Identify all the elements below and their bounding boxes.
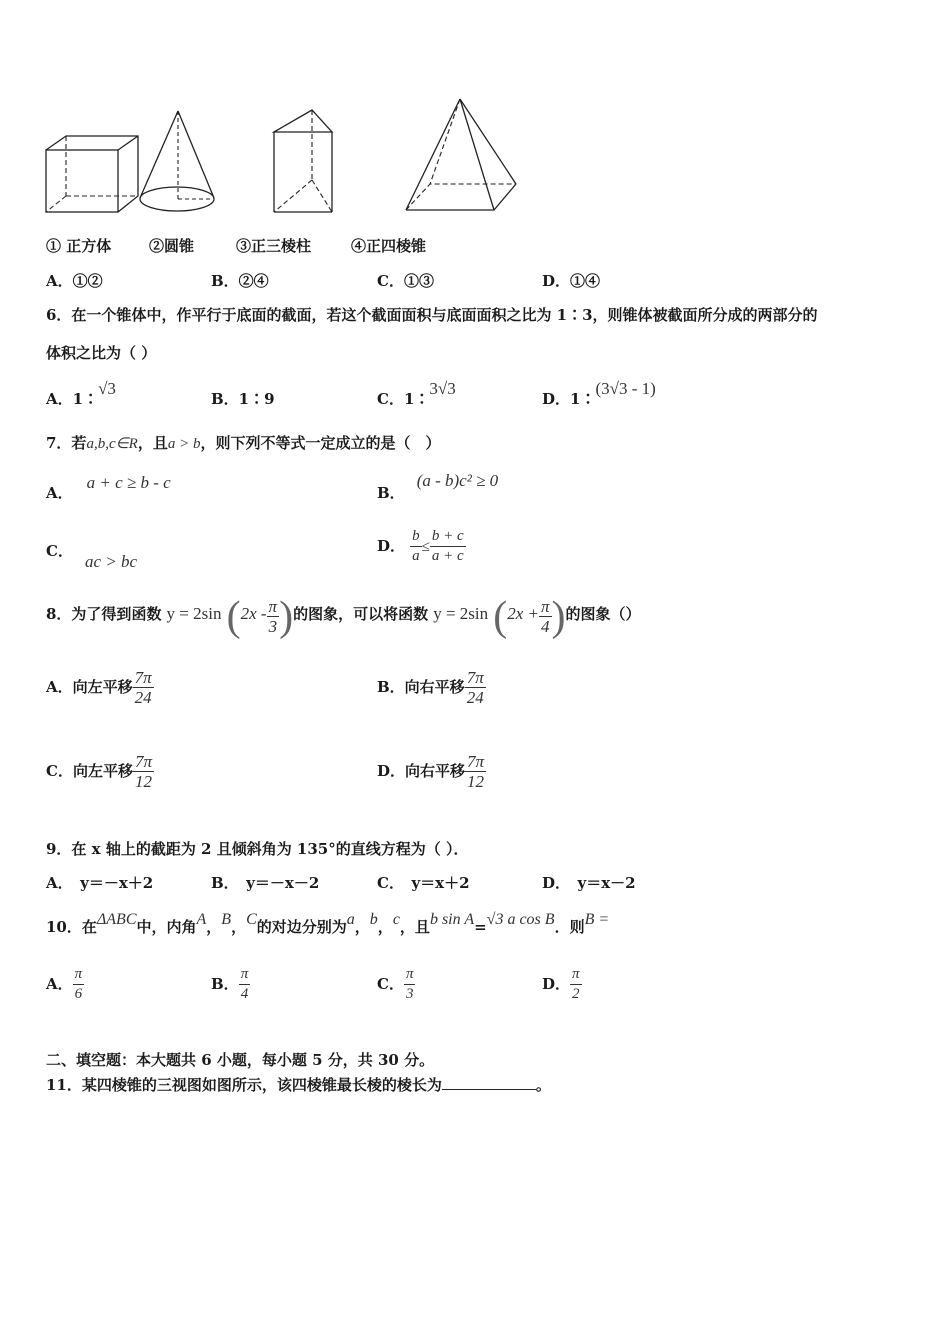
q7-prefix: 7．若 <box>46 434 87 452</box>
q6-option-d-math: (3√3 - 1) <box>595 379 656 398</box>
q8-prefix: 8．为了得到函数 <box>46 605 162 623</box>
q8-func2-den: 4 <box>541 617 550 636</box>
q8-a-num: 7π <box>134 668 152 687</box>
q11-stem <box>46 1074 551 1095</box>
q9-option-a[interactable]: A． y＝－x＋2 <box>46 874 154 892</box>
q8-func1-num: π <box>268 597 278 616</box>
q10-a-den: 6 <box>74 986 83 1002</box>
q10-comma2: ， <box>231 918 247 936</box>
q8-func2-pre: y = 2sin <box>433 604 489 623</box>
q8-option-b-label: B．向右平移 <box>377 678 465 696</box>
q8-func1-inner: 2x - <box>240 604 267 623</box>
q8-mid: 的图象，可以将函数 <box>293 605 429 623</box>
q10-comma4: ， <box>377 918 393 936</box>
q10-angle-a: A <box>196 911 207 928</box>
q10-option-c-frac <box>404 965 416 1004</box>
q8-option-a-label: A．向左平移 <box>46 678 133 696</box>
q10-t4: ．则 <box>554 918 585 936</box>
q8-option-b-frac <box>465 668 486 707</box>
q7-cond2: a > b <box>167 436 201 452</box>
q7-option-c-label: C． <box>46 542 73 560</box>
q6-stem-line1: 6．在一个锥体中，作平行于底面的截面，若这个截面面积与底面面积之比为 1∶3，则锥体被截面所分成的两部分的 <box>46 306 818 324</box>
q5-option-c[interactable]: C．①③ <box>377 272 434 290</box>
q10-c-den: 3 <box>405 986 414 1002</box>
q10-option-a-label: A． <box>46 975 73 993</box>
q6-stem-line2: 体积之比为（ ） <box>46 344 157 362</box>
q6-option-d-label: D．1∶ <box>542 390 596 408</box>
q9-option-b[interactable]: B． y＝－x－2 <box>211 874 320 892</box>
q10-b-num: π <box>239 965 251 985</box>
q8-b-den: 24 <box>466 688 484 707</box>
q9-option-d[interactable]: D． y＝x－2 <box>542 874 636 892</box>
figure-label-cube: ① 正方体 <box>46 237 112 255</box>
q8-func1-frac <box>267 597 280 636</box>
q8-func1-rparen: ) <box>279 594 294 640</box>
q7-d-rel: ≤ <box>421 539 430 555</box>
q8-a-den: 24 <box>134 688 152 707</box>
q8-option-d-label: D．向右平移 <box>377 762 466 780</box>
q8-func1-lparen: ( <box>226 594 241 640</box>
q7-option-d-frac1 <box>410 527 422 566</box>
q8-option-c-frac <box>133 752 154 791</box>
q10-option-d-label: D． <box>542 975 571 993</box>
square-pyramid-figure <box>402 96 520 216</box>
section2-heading: 二、填空题：本大题共 6 小题，每小题 5 分，共 30 分。 <box>46 1051 435 1069</box>
q10-ask: B = <box>584 911 610 928</box>
q7-cond1: a,b,c∈R <box>86 436 138 452</box>
q10-tri: ΔABC <box>96 911 137 928</box>
q8-d-num: 7π <box>467 752 485 771</box>
q8-b-num: 7π <box>466 668 484 687</box>
q8-func1-pre: y = 2sin <box>166 604 222 623</box>
figure-label-prism: ③正三棱柱 <box>236 237 312 255</box>
q10-d-num: π <box>570 965 582 985</box>
q8-func2-rparen: ) <box>551 594 566 640</box>
q10-option-b-frac <box>239 965 251 1004</box>
q10-b-den: 4 <box>240 986 249 1002</box>
q6-option-b[interactable]: B．1∶9 <box>211 390 275 408</box>
q10-option-a-frac <box>73 965 85 1004</box>
q11-end: 。 <box>535 1076 551 1094</box>
q7-option-a[interactable] <box>46 472 171 502</box>
q10-option-c-label: C． <box>377 975 404 993</box>
q7-option-b[interactable] <box>377 470 499 502</box>
triangular-prism-figure <box>270 106 336 216</box>
q7-option-d-label: D． <box>377 537 406 555</box>
q6-option-a[interactable] <box>46 378 116 408</box>
q8-option-b[interactable] <box>377 668 486 707</box>
q10-comma1: ， <box>206 918 222 936</box>
q10-angle-c: C <box>246 911 257 928</box>
q7-d-num1: b <box>410 527 422 547</box>
q9-option-c[interactable]: C． y＝x＋2 <box>377 874 470 892</box>
q7-d-den1: a <box>412 548 420 564</box>
q10-eq-sign: = <box>474 918 487 936</box>
q6-option-a-label: A．1∶ <box>46 390 99 408</box>
q10-option-d[interactable] <box>542 965 582 1004</box>
q8-option-a-frac <box>133 668 154 707</box>
q10-option-d-frac <box>570 965 582 1004</box>
cone-figure <box>136 108 218 216</box>
q10-stem <box>46 908 610 936</box>
q7-option-d[interactable] <box>377 527 466 566</box>
q10-eq-left: b sin A <box>429 911 475 928</box>
q10-side-c: c <box>392 911 400 928</box>
q10-eq-right: √3 a cos B <box>486 911 555 928</box>
q6-option-c-label: C．1∶ <box>377 390 430 408</box>
q7-option-d-frac2 <box>430 527 466 566</box>
q8-option-d[interactable] <box>377 752 486 791</box>
q10-angle-b: B <box>221 911 232 928</box>
q5-option-b[interactable]: B．②④ <box>211 272 269 290</box>
figure-label-cone: ②圆锥 <box>149 237 195 255</box>
q10-t2: 的对边分别为 <box>256 918 347 936</box>
q10-prefix: 10．在 <box>46 918 97 936</box>
q10-side-b: b <box>369 911 378 928</box>
q10-option-b-label: B． <box>211 975 239 993</box>
figure-label-pyramid: ④正四棱锥 <box>351 237 427 255</box>
q10-comma3: ， <box>354 918 370 936</box>
q8-option-c[interactable] <box>46 752 154 791</box>
q8-suffix: 的图象（） <box>565 605 641 623</box>
q10-option-a[interactable] <box>46 965 84 1004</box>
q6-option-a-math: √3 <box>98 379 116 398</box>
q10-d-den: 2 <box>572 986 580 1002</box>
q7-option-c-math: ac > bc <box>84 552 138 571</box>
q10-option-c[interactable] <box>377 965 415 1004</box>
q10-t1: 中，内角 <box>136 918 197 936</box>
q8-func2-num: π <box>541 597 550 616</box>
q7-option-c[interactable] <box>46 540 138 571</box>
q11-text: 11．某四棱锥的三视图如图所示，该四棱锥最长棱的棱长为 <box>46 1076 442 1094</box>
q6-option-c[interactable] <box>377 378 456 408</box>
q11-answer-blank[interactable] <box>442 1075 536 1090</box>
cube-figure <box>44 130 140 216</box>
q8-c-num: 7π <box>134 752 152 771</box>
q10-c-num: π <box>404 965 416 985</box>
q7-option-b-math: (a - b)c² ≥ 0 <box>416 471 499 490</box>
q8-func1-den: 3 <box>268 617 278 636</box>
q8-option-c-label: C．向左平移 <box>46 762 133 780</box>
q10-side-a: a <box>346 911 355 928</box>
q7-option-a-math: a + c ≥ b - c <box>86 473 171 492</box>
q7-d-num2: b + c <box>430 527 466 547</box>
q8-func2-inner: 2x + <box>507 604 539 623</box>
q10-option-b[interactable] <box>211 965 250 1004</box>
q8-stem <box>46 590 641 638</box>
q7-stem <box>46 432 440 453</box>
q7-d-den2: a + c <box>431 548 464 564</box>
q9-stem: 9．在 x 轴上的截距为 2 且倾斜角为 135°的直线方程为（ ）． <box>46 840 469 858</box>
q6-option-d[interactable] <box>542 378 656 408</box>
q5-option-d[interactable]: D．①④ <box>542 272 601 290</box>
q10-t3: ，且 <box>399 918 430 936</box>
q8-func2-frac <box>539 597 552 636</box>
q7-option-a-label: A． <box>46 484 73 502</box>
q6-option-c-math: 3√3 <box>429 379 456 398</box>
q7-mid: ，且 <box>137 434 168 452</box>
q5-option-a[interactable]: A．①② <box>46 272 103 290</box>
q8-option-a[interactable] <box>46 668 154 707</box>
q8-option-d-frac <box>465 752 486 791</box>
q8-c-den: 12 <box>134 772 152 791</box>
q8-func2-lparen: ( <box>493 594 508 640</box>
q7-option-b-label: B． <box>377 484 405 502</box>
q8-d-den: 12 <box>467 772 485 791</box>
q7-suffix: ，则下列不等式一定成立的是（ ） <box>200 434 441 452</box>
q10-a-num: π <box>73 965 85 985</box>
